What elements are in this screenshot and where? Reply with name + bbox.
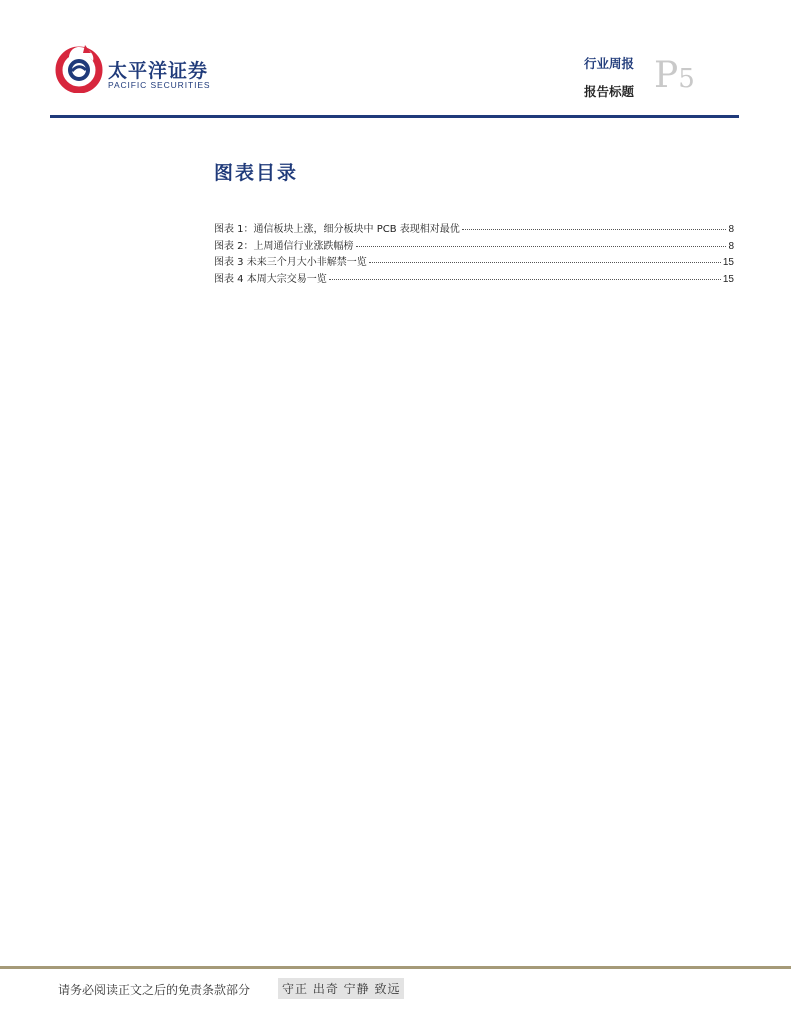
toc-heading: 图表目录: [214, 162, 299, 184]
page-number: [654, 55, 695, 97]
toc-dot-leader: [356, 246, 727, 247]
toc-entry-page: 15: [722, 257, 734, 268]
page-prefix: P: [654, 55, 679, 96]
toc-entry[interactable]: [214, 270, 734, 287]
page-number-value: 5: [678, 64, 695, 94]
toc-entry-title: 图表 3 未来三个月大小非解禁一览: [214, 257, 367, 268]
toc-entry-title: 图表 1：通信板块上涨，细分板块中 PCB 表现相对最优: [214, 224, 460, 235]
brand-name-cn: 太平洋证券: [108, 60, 209, 82]
report-type: 行业周报: [584, 56, 635, 71]
header-divider: [50, 115, 739, 118]
footer-divider: [0, 966, 791, 969]
footer-motto: 守正 出奇 宁静 致远: [278, 978, 404, 999]
brand-name-en: PACIFIC SECURITIES: [108, 80, 211, 90]
toc-entry-page: 8: [728, 240, 734, 252]
toc-dot-leader: [329, 279, 721, 280]
report-title: 报告标题: [584, 84, 635, 99]
company-logo: [55, 43, 215, 93]
toc-list: [214, 220, 734, 286]
pacific-securities-logo-icon: [55, 43, 103, 93]
toc-entry[interactable]: [214, 253, 734, 270]
toc-entry[interactable]: [214, 220, 734, 237]
toc-entry-title: 图表 2：上周通信行业涨跌幅榜: [214, 240, 354, 252]
toc-entry-title: 图表 4 本周大宗交易一览: [214, 273, 327, 285]
toc-dot-leader: [462, 229, 727, 230]
toc-entry-page: 15: [722, 273, 734, 285]
toc-dot-leader: [369, 262, 721, 263]
footer-disclaimer: 请务必阅读正文之后的免责条款部分: [58, 983, 251, 997]
toc-entry-page: 8: [728, 224, 734, 235]
toc-entry[interactable]: [214, 237, 734, 254]
